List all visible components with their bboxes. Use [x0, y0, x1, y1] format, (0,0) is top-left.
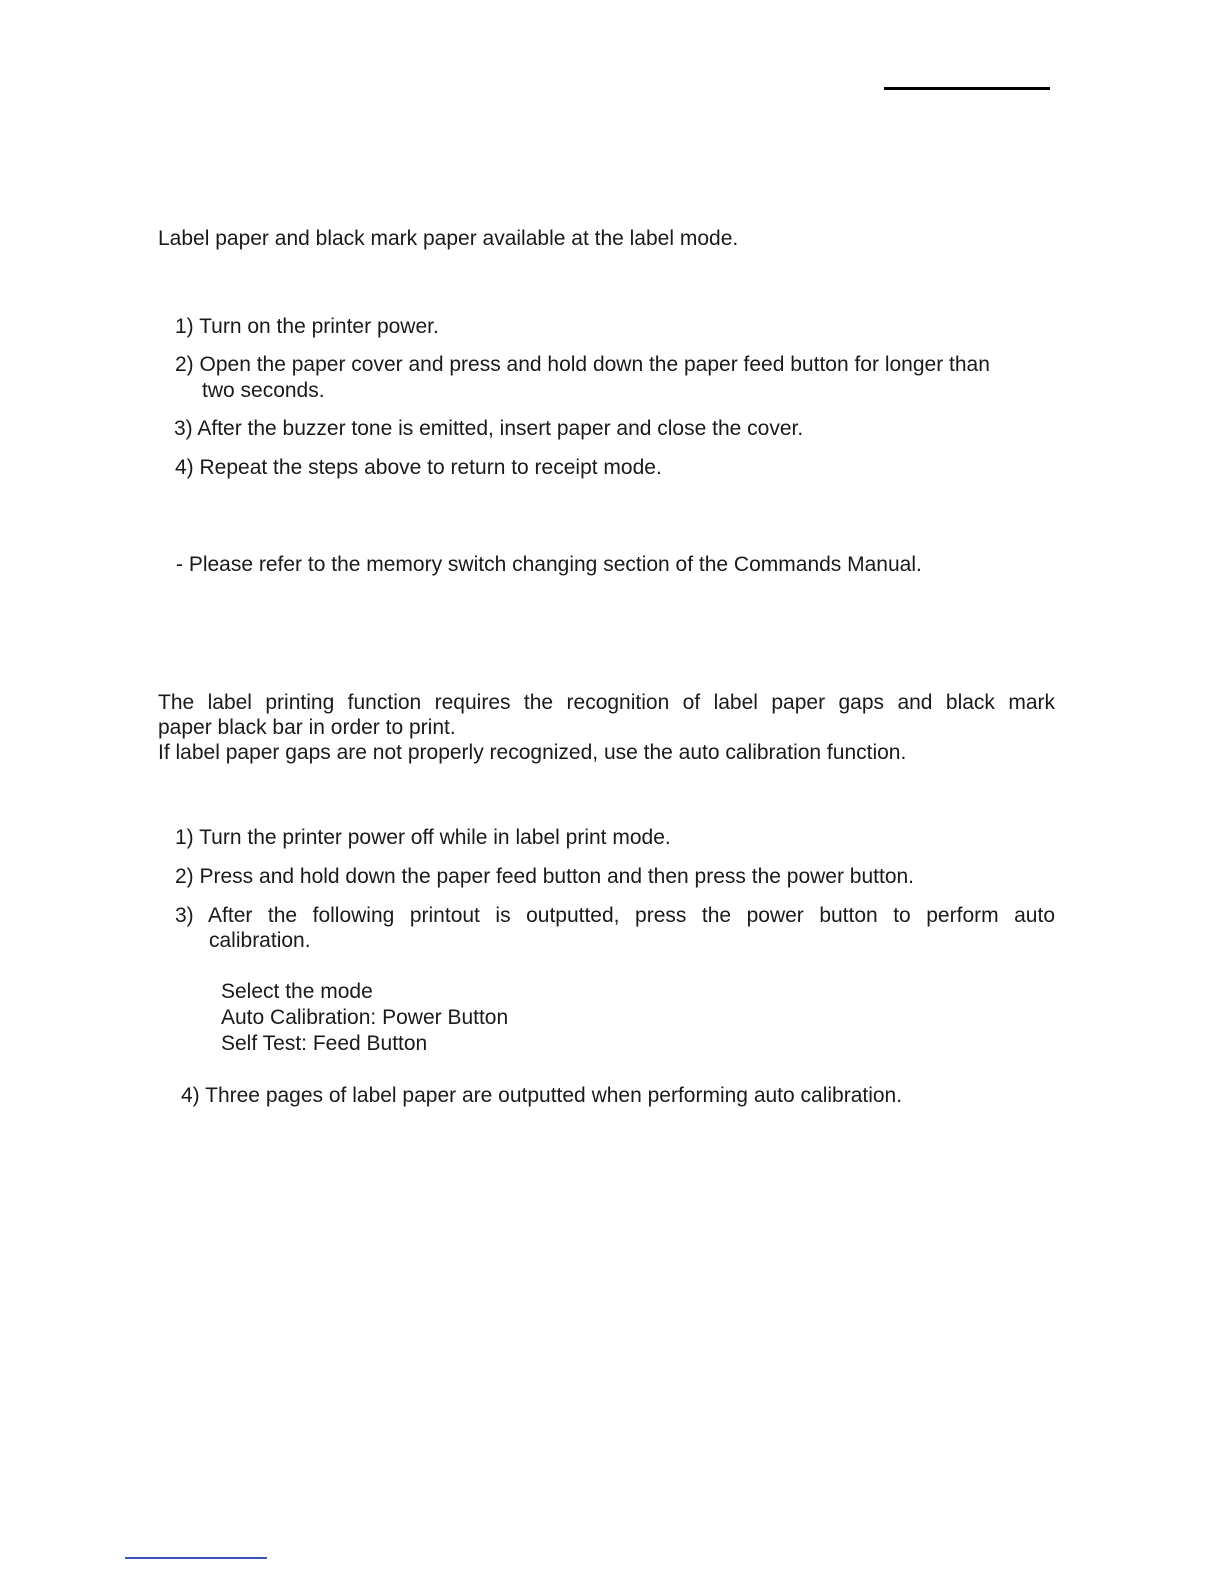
printout-line-2: Auto Calibration: Power Button [221, 1006, 509, 1029]
mode-step-1: 1) Turn on the printer power. [175, 315, 439, 338]
mode-step-3: 3) After the buzzer tone is emitted, insert paper and close the cover. [174, 417, 804, 440]
mode-step-4: 4) Repeat the steps above to return to receipt mode. [175, 456, 662, 479]
calibration-intro-line-1: The label printing function requires the recognition of label paper gaps and black mark [158, 691, 1055, 714]
calibration-step-3-continued: calibration. [209, 929, 311, 952]
calibration-step-1: 1) Turn the printer power off while in label print mode. [175, 826, 671, 849]
intro-text: Label paper and black mark paper available at the label mode. [158, 227, 739, 250]
calibration-step-3: 3) After the following printout is outputted, press the power button to perform auto [175, 904, 1055, 927]
calibration-intro-line-3: If label paper gaps are not properly recognized, use the auto calibration function. [158, 741, 907, 764]
calibration-step-4: 4) Three pages of label paper are outputted when performing auto calibration. [181, 1084, 903, 1107]
mode-step-2-continued: two seconds. [202, 379, 325, 402]
reference-note: - Please refer to the memory switch changing section of the Commands Manual. [176, 553, 922, 576]
printout-line-1: Select the mode [221, 980, 373, 1003]
footer-rule [125, 1557, 267, 1559]
calibration-intro-line-2: paper black bar in order to print. [158, 716, 456, 739]
printout-line-3: Self Test: Feed Button [221, 1032, 428, 1055]
mode-step-2: 2) Open the paper cover and press and hold down the paper feed button for longer than [175, 353, 990, 376]
calibration-step-2: 2) Press and hold down the paper feed button and then press the power button. [175, 865, 915, 888]
header-rule [884, 87, 1050, 90]
